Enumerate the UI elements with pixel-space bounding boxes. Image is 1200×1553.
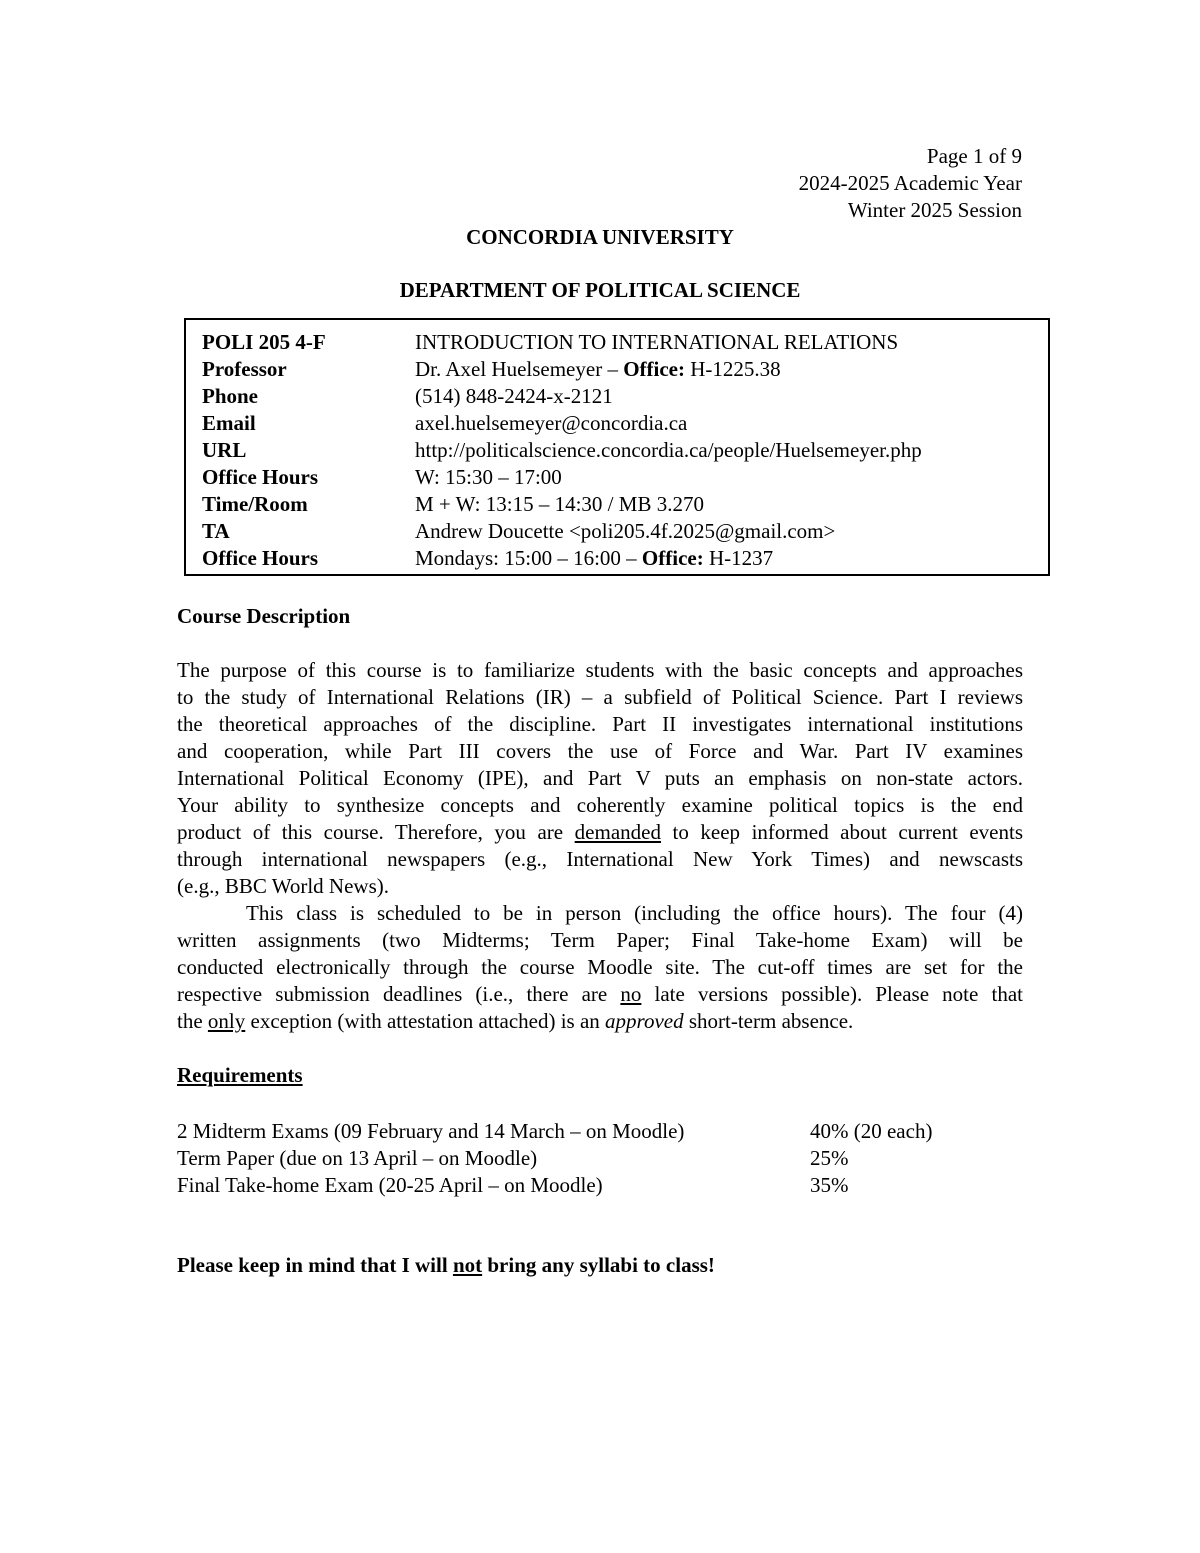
ta-value: Andrew Doucette <poli205.4f.2025@gmail.com>	[415, 519, 836, 543]
emphasis-demanded: demanded	[574, 820, 661, 844]
requirements-heading	[177, 1062, 303, 1089]
requirements-heading-text: Requirements	[177, 1063, 303, 1087]
course-info-box	[184, 318, 1050, 576]
text-segment: respective submission deadlines (i.e., there are	[177, 982, 621, 1006]
text-line	[177, 981, 1023, 1008]
requirement-label: Term Paper (due on 13 April – on Moodle)	[177, 1146, 538, 1170]
ta-hours: Mondays: 15:00 – 16:00 –	[415, 546, 642, 570]
course-description-paragraph-1	[177, 657, 1023, 900]
text-line	[177, 819, 1023, 846]
ta-office-hours-value	[415, 545, 773, 572]
requirement-label: 2 Midterm Exams (09 February and 14 March – on Moodle)	[177, 1119, 685, 1143]
text-segment: bring any syllabi to class!	[482, 1253, 715, 1277]
requirement-row	[177, 1145, 849, 1172]
requirement-weight: 40% (20 each)	[810, 1119, 933, 1143]
professor-label: Professor	[202, 357, 287, 381]
professor-office: H-1225.38	[685, 357, 781, 381]
course-description-paragraph-2	[177, 900, 1023, 1035]
text-segment: exception (with attestation attached) is an	[245, 1009, 606, 1033]
text-segment: Please keep in mind that I will	[177, 1253, 453, 1277]
ta-office-label: Office:	[641, 546, 704, 570]
emphasis-no: no	[620, 982, 642, 1006]
office-hours-label: Office Hours	[202, 465, 319, 489]
professor-value	[415, 356, 781, 383]
emphasis-not: not	[452, 1253, 483, 1277]
email-link[interactable]: axel.huelsemeyer@concordia.ca	[415, 411, 688, 435]
time-room-label: Time/Room	[202, 492, 308, 516]
text-line: and cooperation, while Part III covers the use of Force and War. Part IV examines	[177, 739, 1023, 763]
course-code: POLI 205 4-F	[202, 330, 326, 354]
text-segment: the	[177, 1009, 208, 1033]
ta-office-hours-label: Office Hours	[202, 546, 319, 570]
requirement-label: Final Take-home Exam (20-25 April – on Moodle)	[177, 1173, 603, 1197]
text-line: Your ability to synthesize concepts and coherently examine political topics is the end	[177, 793, 1023, 817]
page-number: Page 1 of 9	[926, 144, 1022, 168]
text-segment: to keep informed about current events	[660, 820, 1023, 844]
text-segment: late versions possible). Please note that	[641, 982, 1023, 1006]
text-line: through international newspapers (e.g., International New York Times) and newscasts	[177, 847, 1023, 871]
requirement-weight: 35%	[810, 1173, 849, 1197]
text-line: the theoretical approaches of the discipline. Part II investigates international institutions	[177, 712, 1023, 736]
department-title: DEPARTMENT OF POLITICAL SCIENCE	[399, 278, 801, 302]
text-line: (e.g., BBC World News).	[177, 874, 389, 898]
phone-label: Phone	[202, 384, 259, 408]
text-line: written assignments (two Midterms; Term Paper; Final Take-home Exam) will be	[177, 928, 1023, 952]
requirement-weight: 25%	[810, 1146, 849, 1170]
text-line: to the study of International Relations (IR) – a subfield of Political Science. Part I reviews	[177, 685, 1023, 709]
session: Winter 2025 Session	[847, 198, 1022, 222]
closing-note	[177, 1252, 715, 1279]
url-link[interactable]: http://politicalscience.concordia.ca/people/Huelsemeyer.php	[415, 438, 922, 462]
url-label: URL	[202, 438, 247, 462]
emphasis-only: only	[207, 1009, 246, 1033]
text-segment: product of this course. Therefore, you are	[177, 820, 575, 844]
office-hours-value: W: 15:30 – 17:00	[415, 465, 562, 489]
course-title: INTRODUCTION TO INTERNATIONAL RELATIONS	[415, 330, 899, 354]
requirement-row	[177, 1118, 933, 1145]
emphasis-approved: approved	[605, 1009, 684, 1033]
academic-year: 2024-2025 Academic Year	[798, 171, 1022, 195]
professor-name: Dr. Axel Huelsemeyer –	[415, 357, 624, 381]
ta-label: TA	[202, 519, 230, 543]
professor-office-label: Office:	[623, 357, 685, 381]
requirement-row	[177, 1172, 849, 1199]
email-label: Email	[202, 411, 256, 435]
text-segment: short-term absence.	[683, 1009, 854, 1033]
course-description-heading: Course Description	[177, 604, 351, 628]
phone-value: (514) 848-2424-x-2121	[415, 384, 613, 408]
text-line: The purpose of this course is to familiarize students with the basic concepts and approaches	[177, 658, 1023, 682]
university-title: CONCORDIA UNIVERSITY	[466, 225, 734, 249]
time-room-value: M + W: 13:15 – 14:30 / MB 3.270	[415, 492, 704, 516]
text-line: International Political Economy (IPE), and Part V puts an emphasis on non-state actors.	[177, 766, 1023, 790]
text-line: This class is scheduled to be in person (including the office hours). The four (4)	[246, 901, 1023, 925]
text-line: conducted electronically through the course Moodle site. The cut-off times are set for the	[177, 955, 1023, 979]
ta-office: H-1237	[703, 546, 774, 570]
text-line	[177, 1008, 1023, 1035]
